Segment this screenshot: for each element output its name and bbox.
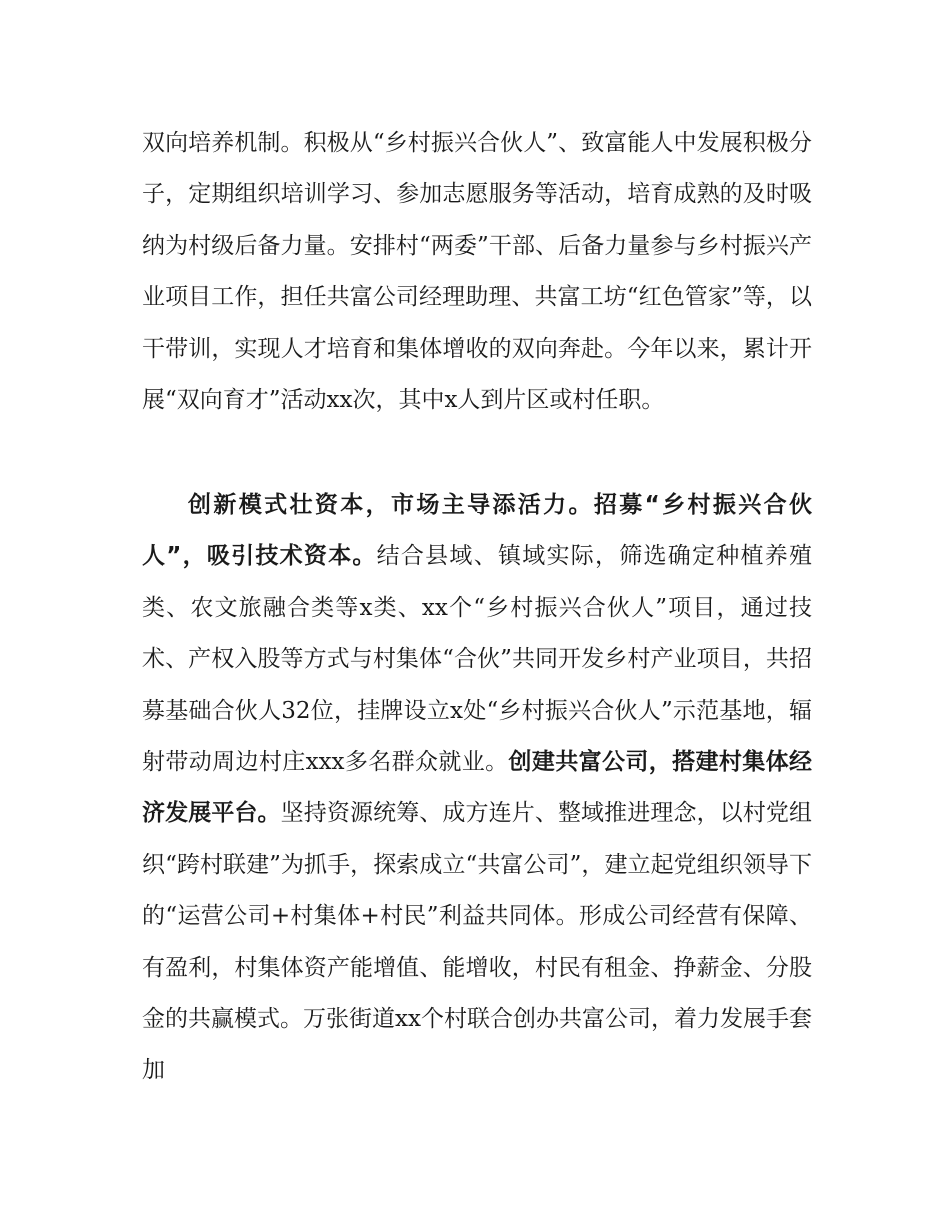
subheading-common-prosperity-company: 创建共富公司，搭建村集体经济发展平台。 bbox=[142, 749, 812, 827]
body-common-prosperity-company: 坚持资源统筹、成方连片、整域推进理念，以村党组织“跨村联建”为抓手，探索成立“共富公司”，建立起党组织领导下的“运营公司+村集体+村民”利益共同体。形成公司经营有保障、有盈利，村集体资产能增值、能增收，村民有租金、挣薪金、分股金的共赢模式。万张街道xx个村联合创办共富公司，着力发展手套加 bbox=[142, 800, 813, 1084]
paragraph-talent-training: 双向培养机制。积极从“乡村振兴合伙人”、致富能人中发展积极分子，定期组织培训学习、参加志愿服务等活动，培育成熟的及时吸纳为村级后备力量。安排村“两委”干部、后备力量参与乡村振兴产业项目工作，担任共富公司经理助理、共富工坊“红色管家”等，以干带训，实现人才培育和集体增收的双向奔赴。今年以来，累计开展“双向育才”活动xx次，其中x人到片区或村任职。 bbox=[142, 130, 812, 414]
section-heading: 创新模式壮资本，市场主导添活力。 bbox=[188, 492, 594, 518]
body-rural-partner: 结合县域、镇域实际，筛选确定种植养殖类、农文旅融合类等x类、xx个“乡村振兴合伙人”项目，通过技术、产权入股等方式与村集体“合伙”共同开发乡村产业项目，共招募基础合伙人32位，挂牌设立x处“乡村振兴合伙人”示范基地，辐射带动周边村庄xxx多名群众就业。 bbox=[142, 543, 813, 776]
subheading-rural-partner: 招募“乡村振兴合伙人”，吸引技术资本。 bbox=[142, 492, 812, 570]
paragraph-capital-innovation bbox=[142, 480, 812, 1097]
